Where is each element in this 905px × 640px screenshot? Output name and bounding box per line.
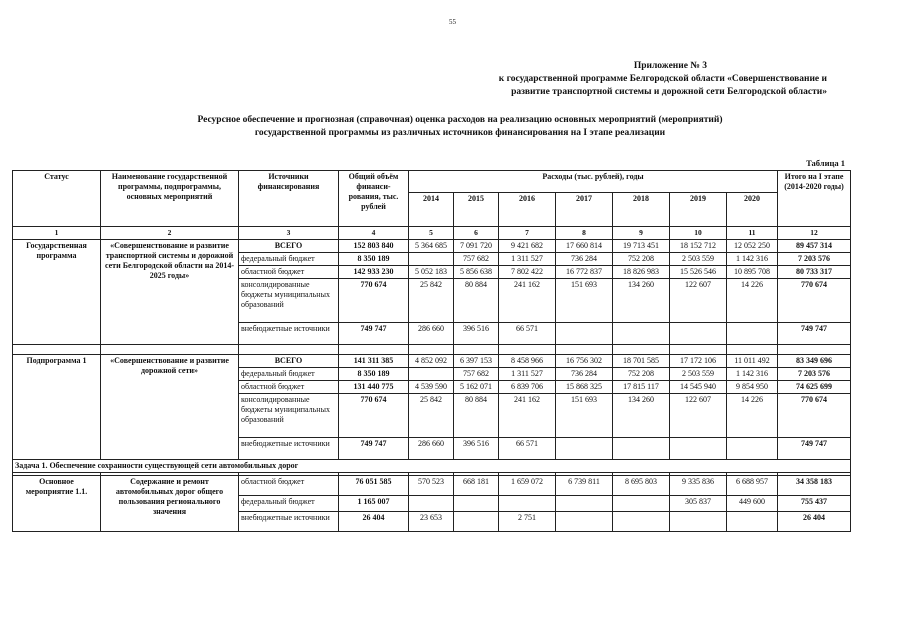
amount-cell: 25 842 <box>409 394 454 438</box>
amount-cell <box>727 323 778 345</box>
amount-cell: 8 350 189 <box>339 253 409 266</box>
amount-cell: 142 933 230 <box>339 266 409 279</box>
amount-cell: 34 358 183 <box>778 476 851 496</box>
amount-cell: 749 747 <box>778 323 851 345</box>
amount-cell: 668 181 <box>454 476 499 496</box>
amount-cell: 6 839 706 <box>499 381 556 394</box>
amount-cell: 770 674 <box>339 279 409 323</box>
table-header <box>13 171 851 240</box>
amount-cell <box>409 368 454 381</box>
title-line-1: Ресурсное обеспечение и прогнозная (справочная) оценка расходов на реализацию основных мероприятий (мероприятий) <box>197 115 723 125</box>
amount-cell: 1 311 527 <box>499 253 556 266</box>
amount-cell: 1 142 316 <box>727 368 778 381</box>
title-line-2: государственной программы из различных источников финансирования на I этапе реализации <box>254 128 666 138</box>
amount-cell: 770 674 <box>339 394 409 438</box>
amount-cell: 66 571 <box>499 438 556 460</box>
amount-cell: 122 607 <box>670 279 727 323</box>
amount-cell <box>727 438 778 460</box>
header-status: Статус <box>13 171 101 227</box>
amount-cell <box>556 438 613 460</box>
amount-cell <box>556 512 613 532</box>
header-total: Общий объём финанси- рования, тыс. рублей <box>339 171 409 227</box>
amount-cell: 16 756 302 <box>556 355 613 368</box>
amount-cell: 14 226 <box>727 279 778 323</box>
column-number: 6 <box>454 227 499 240</box>
amount-cell <box>409 253 454 266</box>
appendix-line-3: развитие транспортной системы и дорожной сети Белгородской области» <box>511 87 827 97</box>
amount-cell: 26 404 <box>778 512 851 532</box>
funding-source-cell: внебюджетные источники <box>239 323 339 345</box>
column-number: 4 <box>339 227 409 240</box>
sp-status-cell: Подпрограмма 1 <box>13 355 101 460</box>
appendix-line-1: Приложение № 3 <box>633 61 707 71</box>
amount-cell: 17 172 106 <box>670 355 727 368</box>
amount-cell: 16 772 837 <box>556 266 613 279</box>
amount-cell: 122 607 <box>670 394 727 438</box>
amount-cell: 12 052 250 <box>727 240 778 253</box>
amount-cell: 1 311 527 <box>499 368 556 381</box>
amount-cell: 152 803 840 <box>339 240 409 253</box>
column-number: 11 <box>727 227 778 240</box>
amount-cell: 151 693 <box>556 394 613 438</box>
amount-cell: 10 895 708 <box>727 266 778 279</box>
funding-source-cell: федеральный бюджет <box>239 496 339 512</box>
funding-source-cell: областной бюджет <box>239 266 339 279</box>
table-row <box>13 476 851 496</box>
amount-cell: 11 011 492 <box>727 355 778 368</box>
amount-cell: 1 142 316 <box>727 253 778 266</box>
table-row <box>13 355 851 368</box>
column-number: 9 <box>613 227 670 240</box>
amount-cell: 8 350 189 <box>339 368 409 381</box>
amount-cell: 25 842 <box>409 279 454 323</box>
amount-cell <box>454 512 499 532</box>
funding-source-cell: внебюджетные источники <box>239 512 339 532</box>
amount-cell: 9 421 682 <box>499 240 556 253</box>
funding-source-cell: ВСЕГО <box>239 355 339 368</box>
column-number: 3 <box>239 227 339 240</box>
amount-cell: 736 284 <box>556 368 613 381</box>
amount-cell <box>499 496 556 512</box>
amount-cell: 286 660 <box>409 438 454 460</box>
amount-cell: 749 747 <box>778 438 851 460</box>
column-number: 10 <box>670 227 727 240</box>
om-name-cell: Содержание и ремонт автомобильных дорог общего пользования регионального значения <box>101 476 239 532</box>
amount-cell: 151 693 <box>556 279 613 323</box>
amount-cell: 305 837 <box>670 496 727 512</box>
amount-cell: 752 208 <box>613 368 670 381</box>
amount-cell: 76 051 585 <box>339 476 409 496</box>
amount-cell: 396 516 <box>454 438 499 460</box>
amount-cell: 17 815 117 <box>613 381 670 394</box>
amount-cell <box>613 496 670 512</box>
header-year-2017: 2017 <box>556 193 613 227</box>
amount-cell: 141 311 385 <box>339 355 409 368</box>
column-number: 12 <box>778 227 851 240</box>
amount-cell: 9 335 836 <box>670 476 727 496</box>
funding-source-cell: федеральный бюджет <box>239 253 339 266</box>
amount-cell: 6 739 811 <box>556 476 613 496</box>
amount-cell: 83 349 696 <box>778 355 851 368</box>
amount-cell: 89 457 314 <box>778 240 851 253</box>
amount-cell: 7 091 720 <box>454 240 499 253</box>
header-year-2015: 2015 <box>454 193 499 227</box>
amount-cell: 757 682 <box>454 368 499 381</box>
amount-cell: 23 653 <box>409 512 454 532</box>
sp-name-cell: «Совершенствование и развитие дорожной сети» <box>101 355 239 460</box>
amount-cell: 770 674 <box>778 394 851 438</box>
gp-name-cell: «Совершенствование и развитие транспортной системы и дорожной сети Белгородской области на 2014-2025 годы» <box>101 240 239 345</box>
amount-cell <box>454 496 499 512</box>
amount-cell: 570 523 <box>409 476 454 496</box>
column-number: 2 <box>101 227 239 240</box>
header-year-2019: 2019 <box>670 193 727 227</box>
amount-cell: 8 695 803 <box>613 476 670 496</box>
amount-cell: 66 571 <box>499 323 556 345</box>
amount-cell: 757 682 <box>454 253 499 266</box>
funding-source-cell: консолидированные бюджеты муниципальных образований <box>239 279 339 323</box>
amount-cell: 449 600 <box>727 496 778 512</box>
task-section <box>13 460 851 476</box>
om-status-cell: Основное мероприятие 1.1. <box>13 476 101 532</box>
amount-cell: 4 852 092 <box>409 355 454 368</box>
amount-cell: 736 284 <box>556 253 613 266</box>
resource-table <box>12 170 851 532</box>
amount-cell: 14 545 940 <box>670 381 727 394</box>
header-source: Источники финансирования <box>239 171 339 227</box>
amount-cell: 6 397 153 <box>454 355 499 368</box>
amount-cell: 1 165 007 <box>339 496 409 512</box>
amount-cell <box>613 438 670 460</box>
header-expenses: Расходы (тыс. рублей), годы <box>409 171 778 193</box>
funding-source-cell: областной бюджет <box>239 381 339 394</box>
column-number: 5 <box>409 227 454 240</box>
amount-cell: 5 052 183 <box>409 266 454 279</box>
document-title <box>70 114 850 140</box>
amount-cell: 6 688 957 <box>727 476 778 496</box>
funding-source-cell: федеральный бюджет <box>239 368 339 381</box>
amount-cell: 18 826 983 <box>613 266 670 279</box>
amount-cell: 80 884 <box>454 394 499 438</box>
amount-cell <box>613 323 670 345</box>
header-year-2020: 2020 <box>727 193 778 227</box>
amount-cell: 2 503 559 <box>670 253 727 266</box>
appendix-line-2: к государственной программе Белгородской области «Совершенствование и <box>498 74 827 84</box>
amount-cell: 9 854 950 <box>727 381 778 394</box>
amount-cell: 396 516 <box>454 323 499 345</box>
amount-cell: 2 751 <box>499 512 556 532</box>
amount-cell: 755 437 <box>778 496 851 512</box>
state-program-section <box>13 240 851 345</box>
amount-cell: 18 152 712 <box>670 240 727 253</box>
amount-cell <box>670 512 727 532</box>
amount-cell: 749 747 <box>339 438 409 460</box>
amount-cell: 7 203 576 <box>778 368 851 381</box>
funding-source-cell: консолидированные бюджеты муниципальных образований <box>239 394 339 438</box>
funding-source-cell: внебюджетные источники <box>239 438 339 460</box>
column-number: 1 <box>13 227 101 240</box>
amount-cell: 15 868 325 <box>556 381 613 394</box>
amount-cell: 7 802 422 <box>499 266 556 279</box>
amount-cell <box>727 512 778 532</box>
funding-source-cell: областной бюджет <box>239 476 339 496</box>
amount-cell <box>613 512 670 532</box>
column-number: 7 <box>499 227 556 240</box>
amount-cell: 19 713 451 <box>613 240 670 253</box>
funding-source-cell: ВСЕГО <box>239 240 339 253</box>
amount-cell: 7 203 576 <box>778 253 851 266</box>
header-year-2014: 2014 <box>409 193 454 227</box>
header-year-2016: 2016 <box>499 193 556 227</box>
amount-cell: 131 440 775 <box>339 381 409 394</box>
amount-cell: 18 701 585 <box>613 355 670 368</box>
subprogram-section <box>13 355 851 460</box>
amount-cell <box>556 496 613 512</box>
amount-cell: 74 625 699 <box>778 381 851 394</box>
amount-cell: 1 659 072 <box>499 476 556 496</box>
amount-cell: 241 162 <box>499 394 556 438</box>
header-name: Наименование государственной программы, подпрограммы, основных мероприятий <box>101 171 239 227</box>
header-stage-total: Итого на I этапе (2014-2020 годы) <box>778 171 851 227</box>
amount-cell: 2 503 559 <box>670 368 727 381</box>
header-year-2018: 2018 <box>613 193 670 227</box>
amount-cell: 749 747 <box>339 323 409 345</box>
amount-cell: 286 660 <box>409 323 454 345</box>
main-activity-section <box>13 476 851 532</box>
amount-cell: 17 660 814 <box>556 240 613 253</box>
amount-cell: 5 364 685 <box>409 240 454 253</box>
column-number: 8 <box>556 227 613 240</box>
amount-cell: 5 162 071 <box>454 381 499 394</box>
amount-cell: 134 260 <box>613 394 670 438</box>
amount-cell: 134 260 <box>613 279 670 323</box>
amount-cell: 15 526 546 <box>670 266 727 279</box>
amount-cell: 14 226 <box>727 394 778 438</box>
page-number: 55 <box>449 18 456 26</box>
gp-status-cell: Государственная программа <box>13 240 101 345</box>
table-row <box>13 240 851 253</box>
amount-cell <box>670 438 727 460</box>
task-1-row: Задача 1. Обеспечение сохранности существующей сети автомобильных дорог <box>13 460 851 473</box>
amount-cell: 5 856 638 <box>454 266 499 279</box>
amount-cell: 241 162 <box>499 279 556 323</box>
amount-cell <box>409 496 454 512</box>
amount-cell: 752 208 <box>613 253 670 266</box>
amount-cell: 26 404 <box>339 512 409 532</box>
table-label: Таблица 1 <box>806 158 845 168</box>
amount-cell: 4 539 590 <box>409 381 454 394</box>
spacer-section-1 <box>13 345 851 355</box>
amount-cell <box>556 323 613 345</box>
amount-cell: 80 884 <box>454 279 499 323</box>
amount-cell: 770 674 <box>778 279 851 323</box>
amount-cell: 8 458 966 <box>499 355 556 368</box>
column-number-row <box>13 227 851 240</box>
amount-cell: 80 733 317 <box>778 266 851 279</box>
amount-cell <box>670 323 727 345</box>
appendix-header <box>307 60 827 99</box>
